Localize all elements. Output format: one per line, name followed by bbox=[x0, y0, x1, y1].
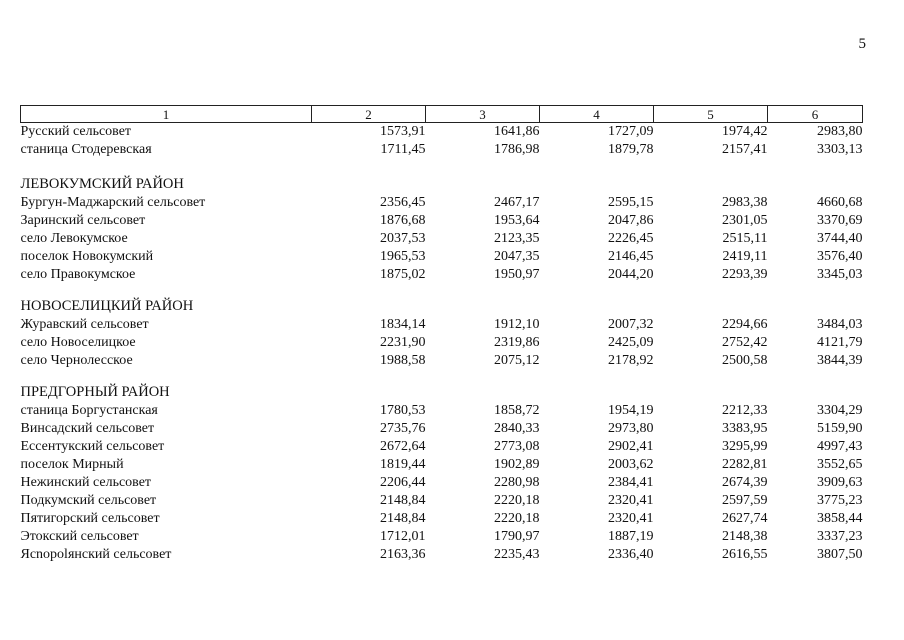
value-cell-col-5: 2752,42 bbox=[722, 335, 768, 350]
value-cell-col-3: 1786,98 bbox=[494, 142, 540, 157]
table-row bbox=[21, 492, 863, 510]
value-cell-col-5: 2293,39 bbox=[722, 267, 768, 282]
value-cell-col-3: 1641,86 bbox=[494, 124, 540, 139]
table-row bbox=[21, 352, 863, 370]
value-cell-col-6: 3304,29 bbox=[817, 403, 863, 418]
value-cell-col-2: 2163,36 bbox=[380, 547, 426, 562]
table-row bbox=[21, 194, 863, 212]
value-cell-col-4: 1727,09 bbox=[608, 124, 654, 139]
value-cell-col-5: 2597,59 bbox=[722, 493, 768, 508]
settlement-name: Русский сельсовет bbox=[20, 124, 132, 139]
table-row bbox=[21, 474, 863, 492]
value-cell-col-5: 1974,42 bbox=[722, 124, 768, 139]
settlement-name: село Левокумское bbox=[20, 231, 128, 246]
table-row bbox=[21, 212, 863, 230]
value-cell-col-6: 3576,40 bbox=[817, 249, 863, 264]
settlement-name: станица Стодеревская bbox=[20, 142, 152, 157]
value-cell-col-2: 1965,53 bbox=[380, 249, 426, 264]
table-row bbox=[21, 510, 863, 528]
column-number-6: 6 bbox=[768, 106, 863, 123]
value-cell-col-4: 2226,45 bbox=[608, 231, 654, 246]
value-cell-col-2: 2037,53 bbox=[380, 231, 426, 246]
settlement-name: Заринский сельсовет bbox=[20, 213, 146, 228]
value-cell-col-6: 3807,50 bbox=[817, 547, 863, 562]
value-cell-col-5: 2500,58 bbox=[722, 353, 768, 368]
value-cell-col-3: 1902,89 bbox=[494, 457, 540, 472]
value-cell-col-6: 3337,23 bbox=[817, 529, 863, 544]
value-cell-col-6: 3909,63 bbox=[817, 475, 863, 490]
value-cell-col-2: 2148,84 bbox=[380, 493, 426, 508]
value-cell-col-3: 2840,33 bbox=[494, 421, 540, 436]
table-row bbox=[21, 141, 863, 159]
district-heading: ПРЕДГОРНЫЙ РАЙОН bbox=[20, 384, 170, 400]
value-cell-col-4: 2044,20 bbox=[608, 267, 654, 282]
value-cell-col-4: 2595,15 bbox=[608, 195, 654, 210]
settlement-name: Винсадский сельсовет bbox=[20, 421, 155, 436]
value-cell-col-6: 5159,90 bbox=[817, 421, 863, 436]
value-cell-col-2: 2148,84 bbox=[380, 511, 426, 526]
value-cell-col-6: 3484,03 bbox=[817, 317, 863, 332]
page-number: 5 bbox=[858, 36, 866, 52]
table-row bbox=[21, 334, 863, 352]
table-row bbox=[21, 528, 863, 546]
settlement-name: Ессентукский сельсовет bbox=[20, 439, 165, 454]
value-cell-col-6: 3775,23 bbox=[817, 493, 863, 508]
value-cell-col-4: 2146,45 bbox=[608, 249, 654, 264]
settlement-name: Бургун-Маджарский сельсовет bbox=[20, 195, 206, 210]
value-cell-col-6: 4997,43 bbox=[817, 439, 863, 454]
settlement-name: Этокский сельсовет bbox=[20, 529, 139, 544]
value-cell-col-2: 1876,68 bbox=[380, 213, 426, 228]
value-cell-col-5: 2282,81 bbox=[722, 457, 768, 472]
value-cell-col-6: 3552,65 bbox=[817, 457, 863, 472]
table-row bbox=[21, 456, 863, 474]
value-cell-col-5: 2419,11 bbox=[722, 249, 768, 264]
value-cell-col-3: 2773,08 bbox=[494, 439, 540, 454]
value-cell-col-6: 4121,79 bbox=[817, 335, 863, 350]
column-number-2: 2 bbox=[312, 106, 426, 123]
settlement-name: станица Боргустанская bbox=[20, 403, 158, 418]
value-cell-col-3: 2280,98 bbox=[494, 475, 540, 490]
table-row bbox=[21, 438, 863, 456]
column-number-3: 3 bbox=[426, 106, 540, 123]
value-cell-col-5: 2294,66 bbox=[722, 317, 768, 332]
table-row bbox=[21, 123, 863, 142]
value-cell-col-5: 2983,38 bbox=[722, 195, 768, 210]
tariff-table bbox=[20, 105, 863, 564]
table-row bbox=[21, 402, 863, 420]
value-cell-col-4: 2902,41 bbox=[608, 439, 654, 454]
value-cell-col-3: 1953,64 bbox=[494, 213, 540, 228]
column-number-4: 4 bbox=[540, 106, 654, 123]
value-cell-col-4: 2003,62 bbox=[608, 457, 654, 472]
district-heading: ЛЕВОКУМСКИЙ РАЙОН bbox=[20, 176, 184, 192]
value-cell-col-4: 2336,40 bbox=[608, 547, 654, 562]
value-cell-col-6: 3345,03 bbox=[817, 267, 863, 282]
value-cell-col-4: 1954,19 bbox=[608, 403, 654, 418]
value-cell-col-5: 2157,41 bbox=[722, 142, 768, 157]
settlement-name: Журавский сельсовет bbox=[20, 317, 149, 332]
value-cell-col-5: 2148,38 bbox=[722, 529, 768, 544]
column-number-row bbox=[21, 106, 863, 123]
district-heading: НОВОСЕЛИЦКИЙ РАЙОН bbox=[20, 298, 194, 314]
value-cell-col-4: 2320,41 bbox=[608, 493, 654, 508]
value-cell-col-3: 2220,18 bbox=[494, 493, 540, 508]
value-cell-col-2: 1780,53 bbox=[380, 403, 426, 418]
settlement-name: Нежинский сельсовет bbox=[20, 475, 152, 490]
value-cell-col-3: 2047,35 bbox=[494, 249, 540, 264]
value-cell-col-2: 1711,45 bbox=[380, 142, 426, 157]
value-cell-col-4: 2007,32 bbox=[608, 317, 654, 332]
value-cell-col-6: 3370,69 bbox=[817, 213, 863, 228]
value-cell-col-6: 3303,13 bbox=[817, 142, 863, 157]
district-heading-row bbox=[21, 370, 863, 402]
settlement-name: село Чернолесское bbox=[20, 353, 133, 368]
value-cell-col-2: 1834,14 bbox=[380, 317, 426, 332]
value-cell-col-3: 2075,12 bbox=[494, 353, 540, 368]
value-cell-col-3: 2467,17 bbox=[494, 195, 540, 210]
value-cell-col-4: 2973,80 bbox=[608, 421, 654, 436]
value-cell-col-5: 2515,11 bbox=[722, 231, 768, 246]
settlement-name: село Правокумское bbox=[20, 267, 136, 282]
value-cell-col-4: 2047,86 bbox=[608, 213, 654, 228]
value-cell-col-3: 1912,10 bbox=[494, 317, 540, 332]
value-cell-col-2: 2735,76 bbox=[380, 421, 426, 436]
settlement-name: поселок Новокумский bbox=[20, 249, 154, 264]
value-cell-col-5: 2301,05 bbox=[722, 213, 768, 228]
settlement-name: Пятигорский сельсовет bbox=[20, 511, 160, 526]
value-cell-col-2: 1573,91 bbox=[380, 124, 426, 139]
settlement-name: село Новоселицкое bbox=[20, 335, 136, 350]
value-cell-col-3: 2235,43 bbox=[494, 547, 540, 562]
value-cell-col-2: 2206,44 bbox=[380, 475, 426, 490]
value-cell-col-5: 2627,74 bbox=[722, 511, 768, 526]
column-number-5: 5 bbox=[654, 106, 768, 123]
value-cell-col-3: 1858,72 bbox=[494, 403, 540, 418]
value-cell-col-2: 2356,45 bbox=[380, 195, 426, 210]
value-cell-col-4: 2425,09 bbox=[608, 335, 654, 350]
value-cell-col-4: 1879,78 bbox=[608, 142, 654, 157]
table-row bbox=[21, 420, 863, 438]
value-cell-col-5: 2674,39 bbox=[722, 475, 768, 490]
value-cell-col-3: 1790,97 bbox=[494, 529, 540, 544]
value-cell-col-6: 3744,40 bbox=[817, 231, 863, 246]
settlement-name: поселок Мирный bbox=[20, 457, 124, 472]
value-cell-col-5: 2212,33 bbox=[722, 403, 768, 418]
value-cell-col-6: 4660,68 bbox=[817, 195, 863, 210]
value-cell-col-5: 2616,55 bbox=[722, 547, 768, 562]
settlement-name: Подкумский сельсовет bbox=[20, 493, 157, 508]
value-cell-col-4: 2384,41 bbox=[608, 475, 654, 490]
value-cell-col-4: 1887,19 bbox=[608, 529, 654, 544]
value-cell-col-6: 2983,80 bbox=[817, 124, 863, 139]
value-cell-col-2: 1819,44 bbox=[380, 457, 426, 472]
district-heading-row bbox=[21, 284, 863, 316]
value-cell-col-4: 2178,92 bbox=[608, 353, 654, 368]
table-row bbox=[21, 266, 863, 284]
value-cell-col-3: 2220,18 bbox=[494, 511, 540, 526]
table-row bbox=[21, 248, 863, 266]
table-row bbox=[21, 546, 863, 564]
value-cell-col-2: 1712,01 bbox=[380, 529, 426, 544]
table-row bbox=[21, 230, 863, 248]
column-number-1: 1 bbox=[21, 106, 312, 123]
value-cell-col-3: 1950,97 bbox=[494, 267, 540, 282]
value-cell-col-3: 2123,35 bbox=[494, 231, 540, 246]
value-cell-col-4: 2320,41 bbox=[608, 511, 654, 526]
value-cell-col-6: 3844,39 bbox=[817, 353, 863, 368]
value-cell-col-5: 3383,95 bbox=[722, 421, 768, 436]
table-body bbox=[21, 123, 863, 565]
settlement-name: Ясnopolянский сельсовет bbox=[20, 547, 172, 562]
district-heading-row bbox=[21, 159, 863, 194]
value-cell-col-6: 3858,44 bbox=[817, 511, 863, 526]
value-cell-col-2: 2672,64 bbox=[380, 439, 426, 454]
value-cell-col-2: 1875,02 bbox=[380, 267, 426, 282]
table-row bbox=[21, 316, 863, 334]
value-cell-col-5: 3295,99 bbox=[722, 439, 768, 454]
value-cell-col-3: 2319,86 bbox=[494, 335, 540, 350]
value-cell-col-2: 2231,90 bbox=[380, 335, 426, 350]
value-cell-col-2: 1988,58 bbox=[380, 353, 426, 368]
